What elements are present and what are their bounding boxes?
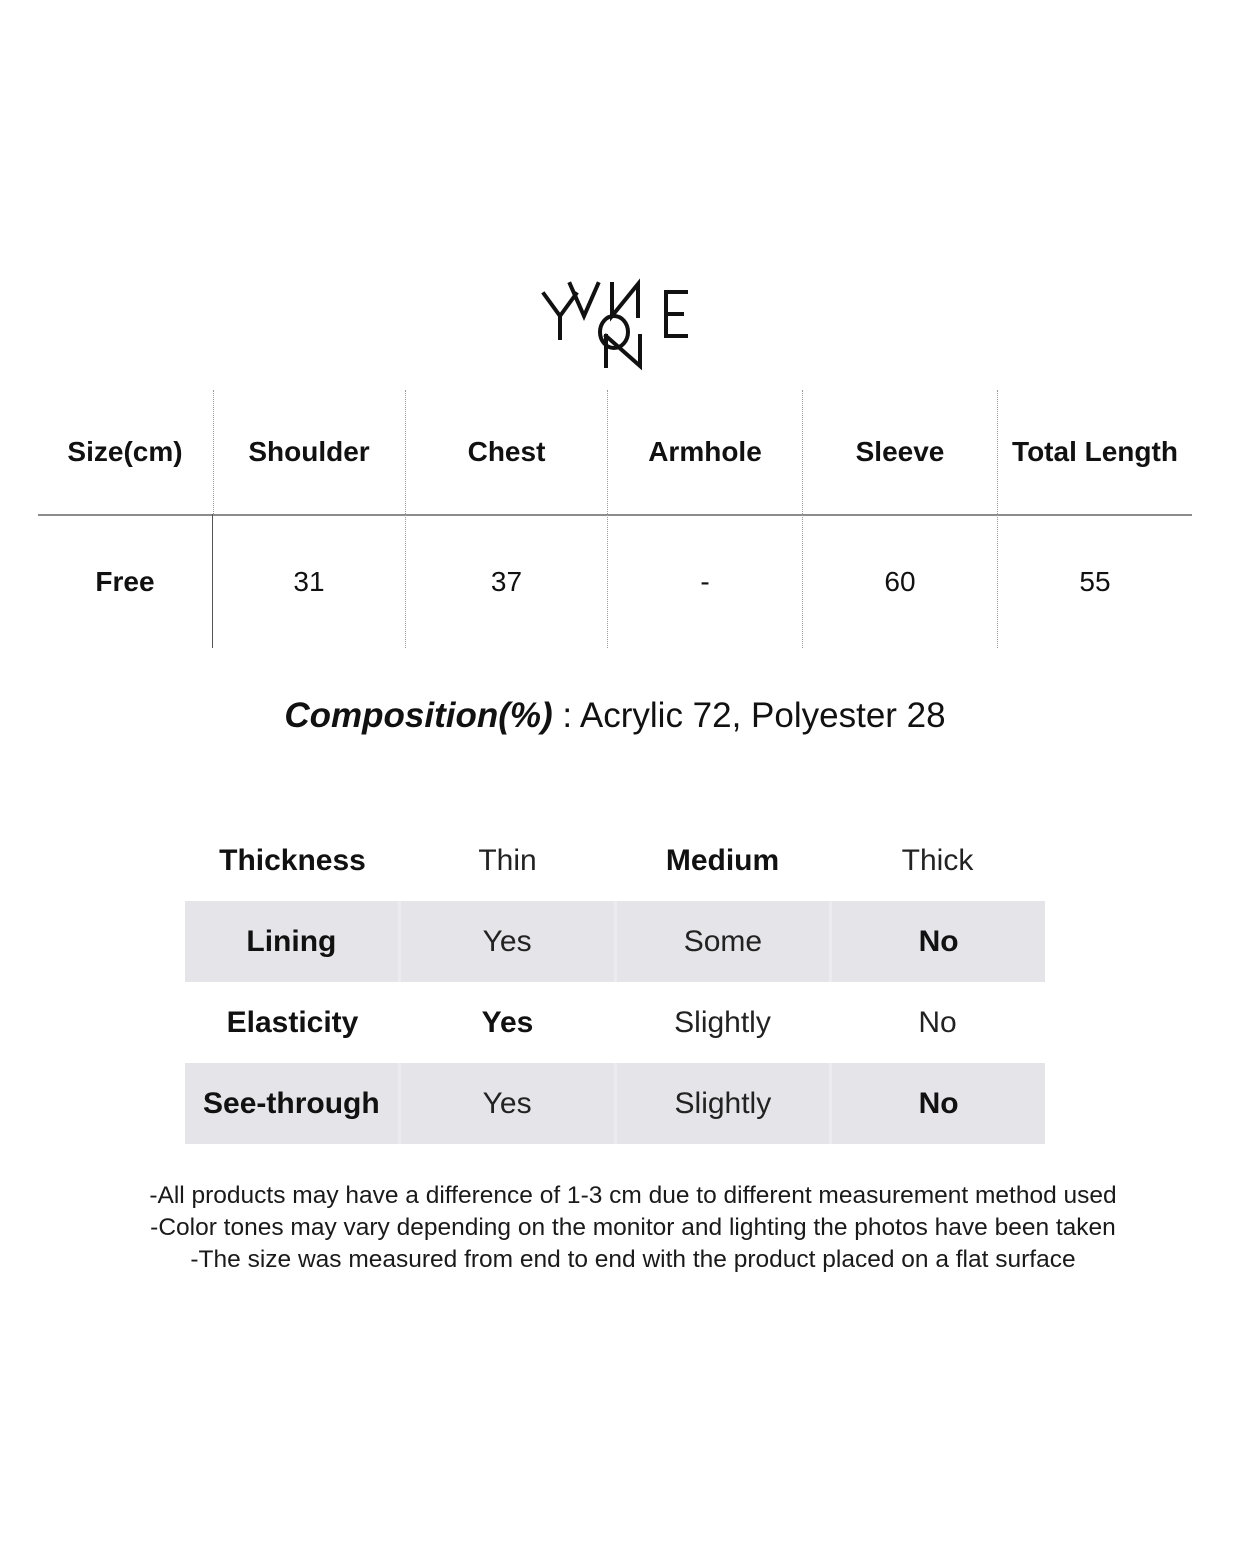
fabric-row-label: See-through	[185, 1063, 398, 1144]
composition-label: Composition(%)	[284, 696, 553, 735]
notes	[0, 1180, 1241, 1276]
size-free: Free	[95, 566, 155, 597]
note-line: -All products may have a difference of 1-3 cm due to different measurement method used	[149, 1182, 1117, 1209]
fabric-row-thickness	[185, 820, 1045, 901]
fabric-row-lining	[185, 901, 1045, 982]
fabric-row-label: Elasticity	[226, 1005, 359, 1039]
fabric-option-selected: No	[829, 1063, 1045, 1144]
note-line: -Color tones may vary depending on the monitor and lighting the photos have been taken	[150, 1214, 1116, 1241]
header-shoulder: Shoulder	[248, 436, 370, 467]
value-armhole: -	[700, 566, 710, 597]
fabric-option: Yes	[398, 901, 614, 982]
header-total-length: Total Length	[1012, 436, 1178, 467]
fabric-option-selected: Medium	[665, 843, 780, 877]
value-sleeve: 60	[884, 566, 916, 597]
composition	[0, 696, 1230, 736]
header-armhole: Armhole	[648, 436, 762, 467]
fabric-row-see-through	[185, 1063, 1045, 1144]
fabric-option: Thin	[478, 843, 537, 877]
fabric-option-selected: No	[829, 901, 1045, 982]
header-size: Size(cm)	[67, 436, 183, 467]
fabric-option-selected: Yes	[481, 1005, 534, 1039]
composition-value: Acrylic 72, Polyester 28	[579, 696, 946, 735]
fabric-row-elasticity	[185, 982, 1045, 1063]
brand-logo-mark	[540, 276, 690, 372]
fabric-option: Thick	[901, 843, 974, 877]
header-chest: Chest	[467, 436, 546, 467]
value-chest: 37	[490, 566, 523, 597]
value-shoulder: 31	[293, 566, 325, 597]
note-line: -The size was measured from end to end with the product placed on a flat surface	[190, 1246, 1076, 1273]
size-table	[38, 390, 1192, 648]
fabric-option: Yes	[398, 1063, 614, 1144]
fabric-row-label: Thickness	[219, 843, 366, 877]
fabric-option: Some	[614, 901, 830, 982]
fabric-option: Slightly	[674, 1005, 771, 1039]
fabric-option: Slightly	[614, 1063, 830, 1144]
value-total-length: 55	[1079, 566, 1111, 597]
fabric-option: No	[918, 1005, 957, 1039]
composition-separator: :	[552, 696, 580, 735]
brand-logo	[540, 276, 690, 372]
fabric-properties-table	[185, 820, 1045, 1144]
header-sleeve: Sleeve	[855, 436, 945, 467]
fabric-row-label: Lining	[185, 901, 398, 982]
